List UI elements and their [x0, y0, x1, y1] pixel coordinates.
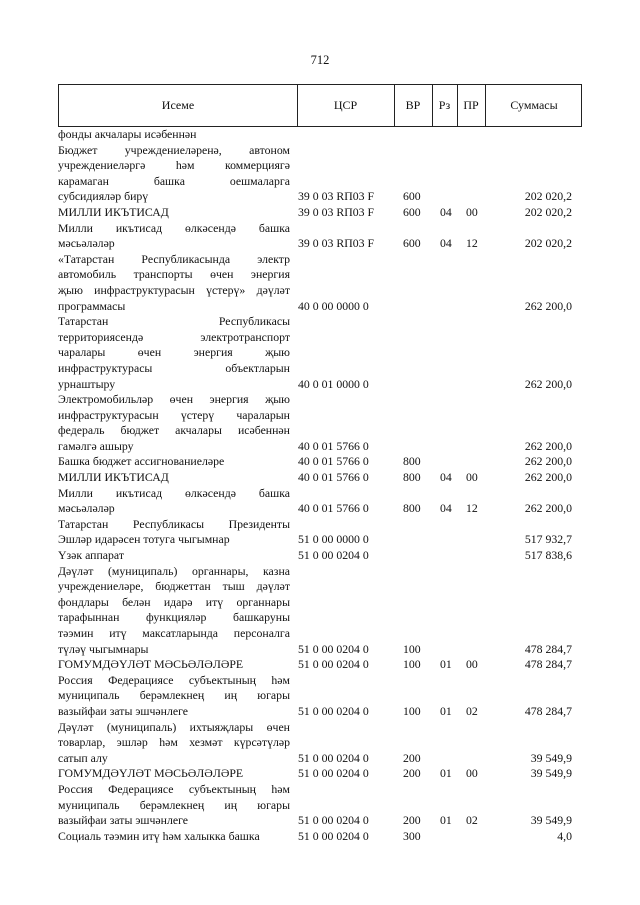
row-csr: 40 0 01 5766 0 [298, 501, 369, 516]
row-rz: 04 [440, 470, 452, 485]
row-name-line: ГОМУМДӘҮЛӘТ МӘСЬӘЛӘЛӘРЕ [58, 766, 244, 781]
row-name-line: МИЛЛИ ИКЪТИСАД [58, 470, 169, 485]
table-header [58, 84, 582, 127]
table-row [58, 657, 582, 673]
row-name-line: тарафыннан функцияләр башкаруны [58, 610, 290, 625]
row-name-line: инфраструктурасы объектларын [58, 360, 290, 375]
page-number: 712 [310, 53, 330, 67]
row-vr: 100 [403, 703, 421, 718]
row-csr: 51 0 00 0204 0 [298, 813, 369, 828]
row-csr: 40 0 01 5766 0 [298, 438, 369, 453]
row-vr: 200 [403, 813, 421, 828]
row-name-line: Татарстан Республикасы [58, 314, 290, 329]
row-name [58, 205, 290, 221]
row-name-line: автомобиль транспорты өчен энергия [58, 267, 290, 282]
row-sum: 202 020,2 [524, 189, 572, 204]
row-csr: 40 0 00 0000 0 [298, 298, 369, 313]
row-vr: 200 [403, 766, 421, 781]
row-name-line: җыю инфраструктурасын үстерү» дәүләт [58, 282, 290, 297]
row-csr: 40 0 01 5766 0 [298, 470, 369, 485]
row-name-line: территориясендә электротранспорт [58, 329, 290, 344]
row-sum: 262 200,0 [524, 298, 572, 313]
row-rz: 04 [440, 236, 452, 251]
row-sum: 39 549,9 [530, 750, 572, 765]
row-name-line: Үзәк аппарат [58, 548, 125, 563]
row-sum: 202 020,2 [524, 204, 572, 219]
row-vr: 600 [403, 189, 421, 204]
table-row [58, 548, 582, 564]
row-name [58, 127, 290, 143]
row-pr: 12 [466, 501, 478, 516]
table-body [58, 127, 582, 844]
row-name-line: фонды акчалары исәбеннән [58, 127, 197, 141]
row-name-line: вазыйфаи заты эшчәнлеге [58, 703, 188, 718]
row-name-line: Электромобильләр өчен энергия җыю [58, 392, 290, 407]
row-rz: 01 [440, 703, 452, 718]
table-row [58, 454, 582, 470]
row-pr: 00 [466, 470, 478, 485]
row-pr: 02 [466, 703, 478, 718]
row-sum: 517 838,6 [524, 548, 572, 563]
row-name-line: Россия Федерациясе субъектының һәм [58, 672, 290, 687]
row-vr: 600 [403, 204, 421, 219]
table-row [58, 782, 582, 829]
row-name-line: урнаштыру [58, 376, 116, 391]
row-sum: 262 200,0 [524, 454, 572, 469]
row-name [58, 517, 290, 548]
table-row [58, 720, 582, 767]
row-name-line: мәсьәләләр [58, 501, 115, 516]
row-name-line: Социаль тәэмин итү һәм халыкка башка [58, 828, 260, 843]
table-row [58, 486, 582, 517]
row-name [58, 470, 290, 486]
row-name-line: тәэмин итү максатларында персоналга [58, 626, 290, 640]
row-vr: 800 [403, 501, 421, 516]
row-sum: 478 284,7 [524, 703, 572, 718]
table-row [58, 392, 582, 454]
row-rz: 01 [440, 766, 452, 781]
row-name-line: Дәүләт (муниципаль) органнары, казна [58, 563, 290, 578]
row-name-line: инфраструктурасын үстерү чараларын [58, 407, 290, 422]
row-name-line: Милли икътисад өлкәсендә башка [58, 485, 290, 500]
row-pr: 00 [466, 766, 478, 781]
row-sum: 39 549,9 [530, 813, 572, 828]
row-csr: 51 0 00 0204 0 [298, 828, 369, 843]
row-name-line: «Татарстан Республикасында электр [58, 251, 290, 266]
row-sum: 478 284,7 [524, 641, 572, 656]
row-name-line: Дәүләт (муниципаль) ихтыяҗлары өчен [58, 719, 290, 734]
row-name [58, 564, 290, 658]
row-vr: 300 [403, 828, 421, 843]
row-name-line: гамәлгә ашыру [58, 438, 134, 453]
header-csr: ЦСР [333, 98, 358, 112]
table-row [58, 205, 582, 221]
row-name-line: Татарстан Республикасы Президенты [58, 516, 290, 531]
row-rz: 04 [440, 204, 452, 219]
row-csr: 40 0 01 5766 0 [298, 454, 369, 469]
row-name [58, 766, 290, 782]
row-name-line: түләү чыгымнары [58, 641, 149, 656]
row-sum: 202 020,2 [524, 236, 572, 251]
table-row [58, 673, 582, 720]
row-sum: 517 932,7 [524, 532, 572, 547]
row-sum: 262 200,0 [524, 470, 572, 485]
header-pr: ПР [463, 98, 479, 112]
row-name-line: федераль бюджет акчалары исәбеннән [58, 423, 290, 438]
row-name-line: товарлар, эшләр һәм хезмәт күрсәтүләр [58, 735, 290, 750]
row-name [58, 486, 290, 517]
row-name-line: карамаган башка оешмаларга [58, 173, 290, 188]
row-name-line: Милли икътисад өлкәсендә башка [58, 220, 290, 235]
row-name [58, 252, 290, 314]
row-csr: 51 0 00 0204 0 [298, 657, 369, 672]
table-row [58, 143, 582, 205]
row-name-line: муниципаль берәмлекнең иң югары [58, 688, 290, 703]
header-rz: Рз [438, 98, 451, 112]
row-name [58, 314, 290, 392]
row-name-line: Бюджет учреждениеләренә, автоном [58, 142, 290, 157]
row-name-line: муниципаль берәмлекнең иң югары [58, 797, 290, 812]
row-csr: 51 0 00 0204 0 [298, 703, 369, 718]
row-name [58, 657, 290, 673]
row-rz: 01 [440, 813, 452, 828]
row-sum: 262 200,0 [524, 501, 572, 516]
table-row [58, 766, 582, 782]
row-vr: 100 [403, 657, 421, 672]
row-sum: 262 200,0 [524, 438, 572, 453]
row-pr: 02 [466, 813, 478, 828]
row-sum: 478 284,7 [524, 657, 572, 672]
row-pr: 00 [466, 204, 478, 219]
row-name-line: чаралары өчен энергия җыю [58, 345, 290, 360]
row-name [58, 673, 290, 720]
table-row [58, 252, 582, 314]
table-row [58, 470, 582, 486]
row-csr: 51 0 00 0204 0 [298, 641, 369, 656]
table-row [58, 127, 582, 143]
row-name [58, 221, 290, 252]
row-rz: 01 [440, 657, 452, 672]
row-csr: 51 0 00 0000 0 [298, 532, 369, 547]
budget-table [58, 84, 582, 844]
row-name [58, 720, 290, 767]
row-name [58, 829, 290, 845]
row-name [58, 782, 290, 829]
row-rz: 04 [440, 501, 452, 516]
table-row [58, 564, 582, 658]
row-csr: 40 0 01 0000 0 [298, 376, 369, 391]
row-sum: 4,0 [557, 828, 572, 843]
row-name-line: сатып алу [58, 750, 108, 765]
row-name-line: мәсьәләләр [58, 236, 115, 251]
row-name-line: МИЛЛИ ИКЪТИСАД [58, 204, 169, 219]
row-name-line: Башка бюджет ассигнованиеләре [58, 454, 225, 469]
row-vr: 100 [403, 641, 421, 656]
row-name-line: ГОМУМДӘҮЛӘТ МӘСЬӘЛӘЛӘРЕ [58, 657, 244, 672]
row-vr: 800 [403, 470, 421, 485]
row-name [58, 143, 290, 205]
header-vr: ВР [405, 98, 421, 112]
row-vr: 800 [403, 454, 421, 469]
row-sum: 262 200,0 [524, 376, 572, 391]
row-name-line: учреждениеләргә һәм коммерциягә [58, 158, 290, 173]
row-name-line: вазыйфаи заты эшчәнлеге [58, 813, 188, 828]
table-row [58, 314, 582, 392]
table-row [58, 829, 582, 845]
row-name-line: учреждениеләре, бюджеттан тыш дәүләт [58, 579, 290, 594]
row-name-line: Россия Федерациясе субъектының һәм [58, 781, 290, 796]
row-name-line: программасы [58, 298, 126, 313]
row-name [58, 392, 290, 454]
row-name-line: субсидияләр бирү [58, 189, 149, 204]
row-vr: 200 [403, 750, 421, 765]
row-vr: 600 [403, 236, 421, 251]
row-sum: 39 549,9 [530, 766, 572, 781]
row-pr: 12 [466, 236, 478, 251]
row-csr: 39 0 03 RП03 F [298, 204, 375, 219]
row-pr: 00 [466, 657, 478, 672]
header-sum: Суммасы [510, 98, 558, 112]
row-name-line: фондлары белән идарә итү органнары [58, 594, 290, 609]
row-name-line: Эшләр идарәсен тотуга чыгымнар [58, 532, 230, 547]
header-name: Исеме [161, 98, 195, 112]
row-csr: 51 0 00 0204 0 [298, 750, 369, 765]
table-row [58, 221, 582, 252]
row-csr: 51 0 00 0204 0 [298, 766, 369, 781]
row-csr: 39 0 03 RП03 F [298, 189, 375, 204]
row-name [58, 548, 290, 564]
row-name [58, 454, 290, 470]
row-csr: 39 0 03 RП03 F [298, 236, 375, 251]
row-csr: 51 0 00 0204 0 [298, 548, 369, 563]
table-row [58, 517, 582, 548]
